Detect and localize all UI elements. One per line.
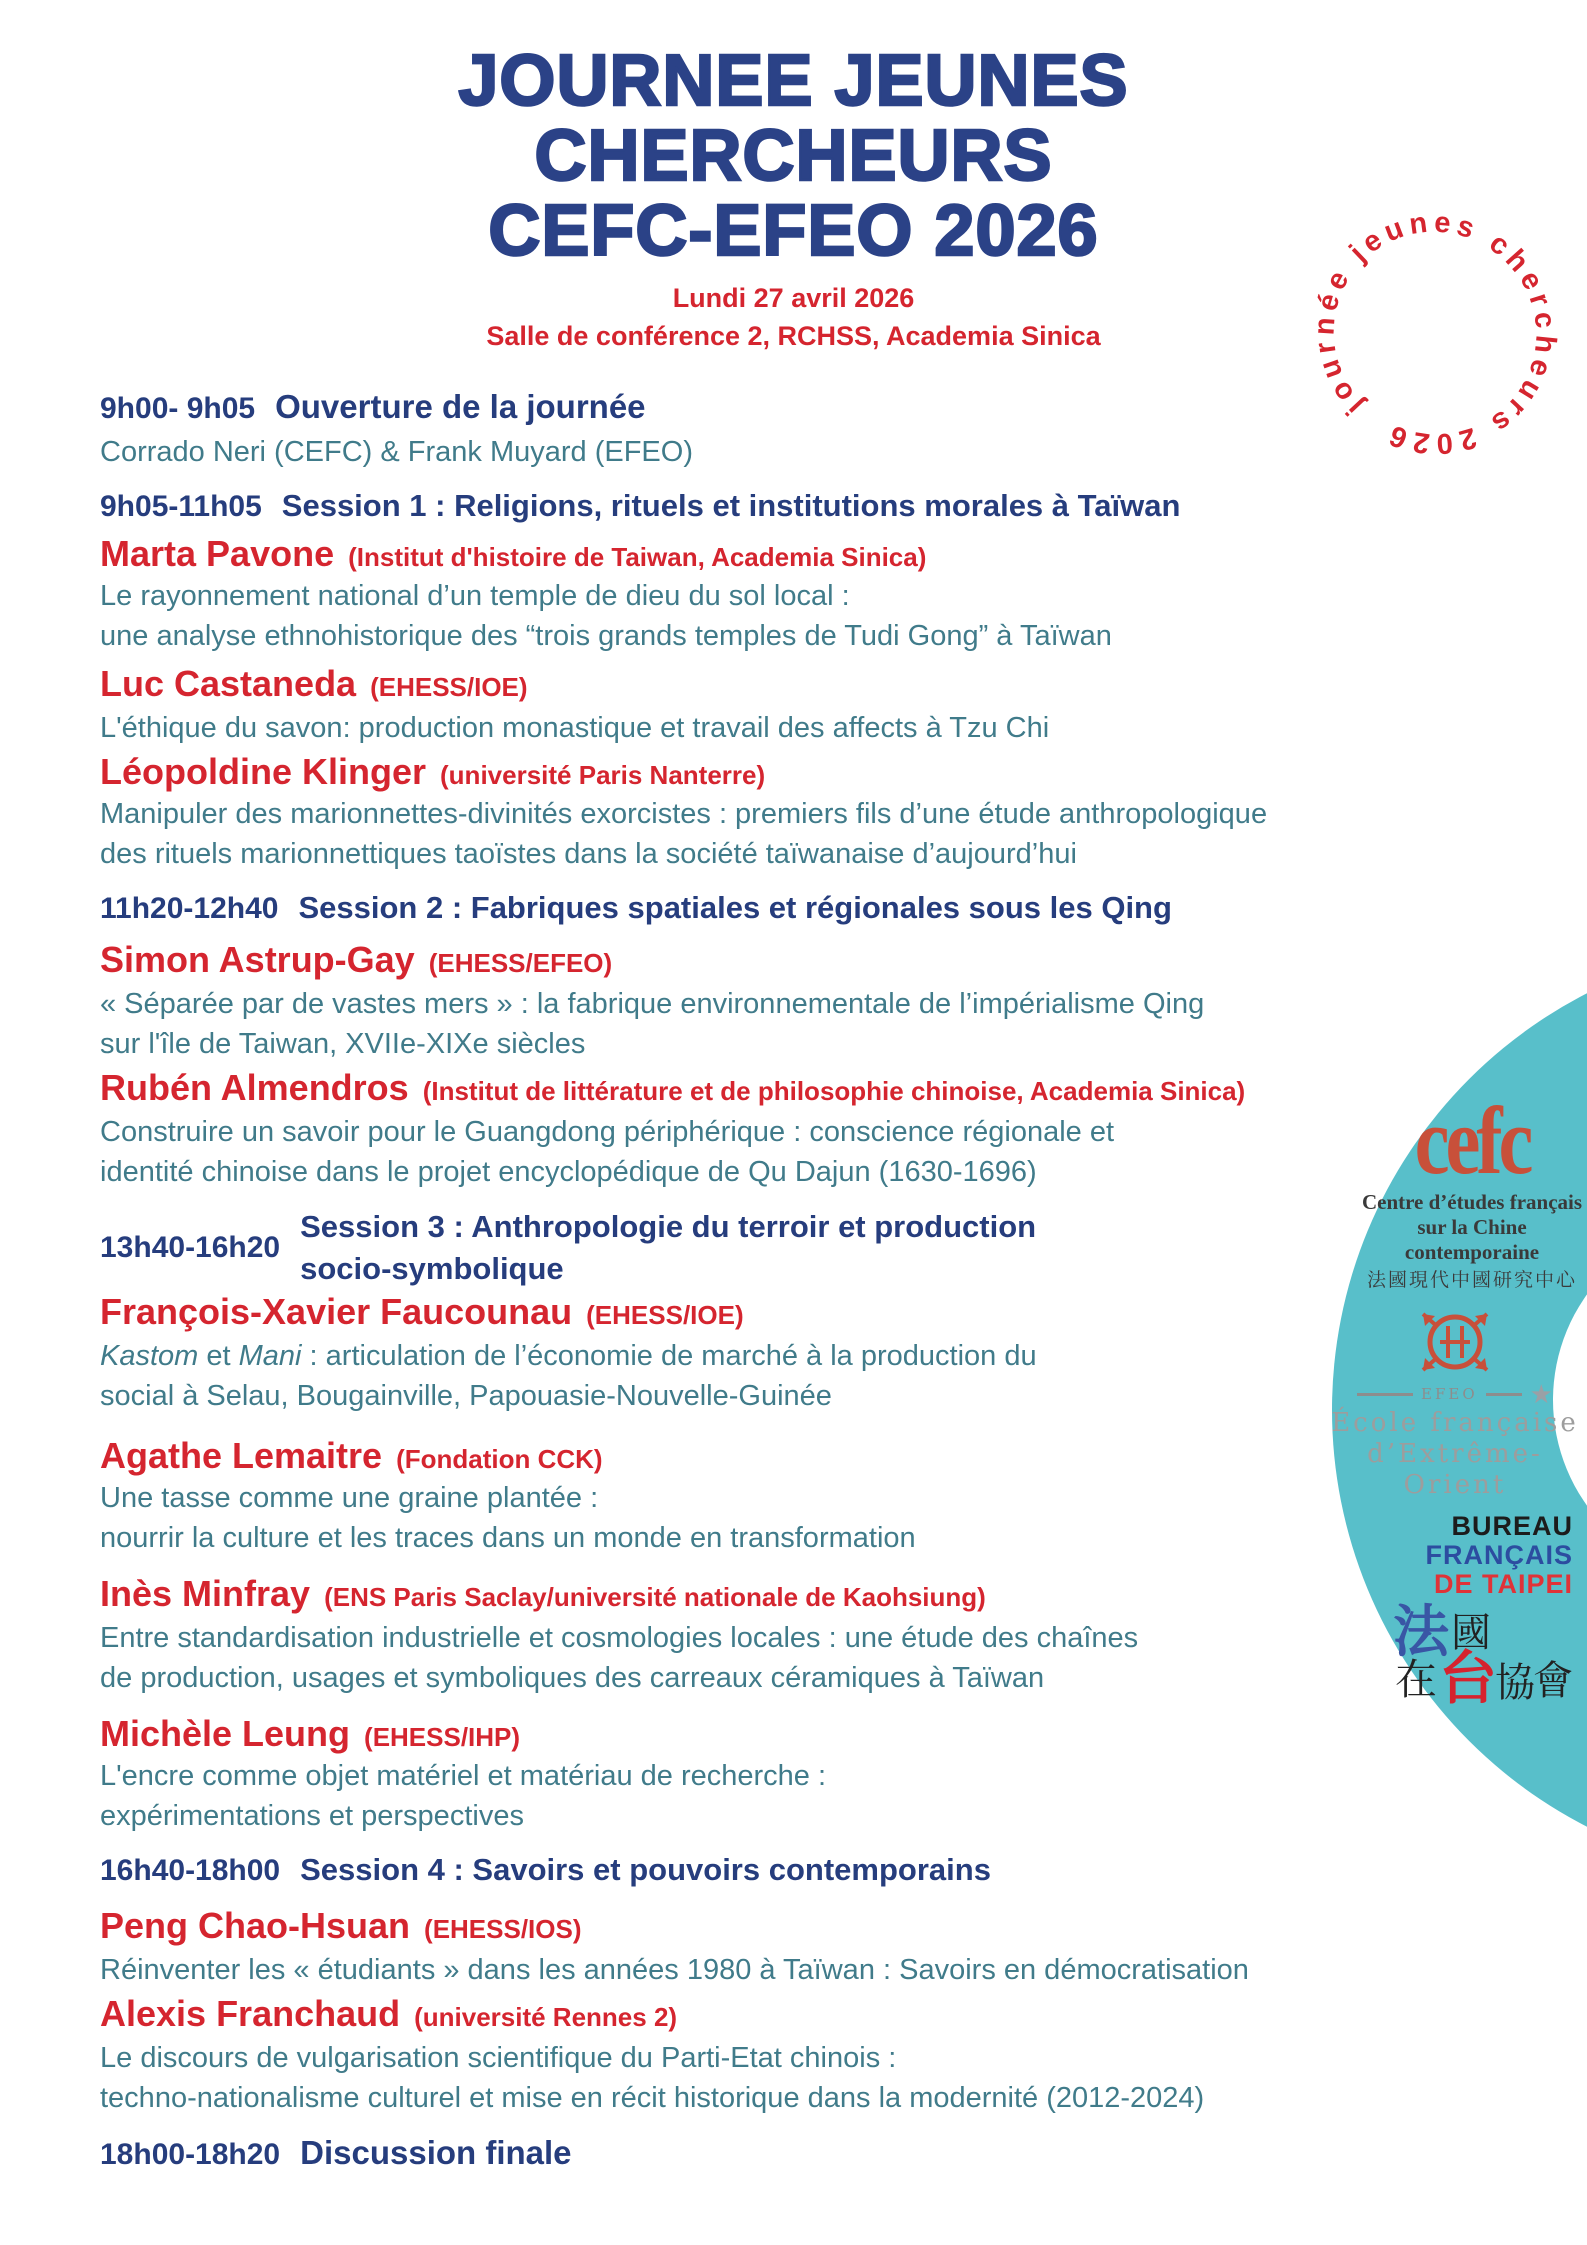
session-1-time: 9h05-11h05 [100,490,262,523]
session-3-heading [100,1206,1036,1290]
speaker-affiliation: (EHESS/IOE) [586,1300,744,1330]
event-venue: Salle de conférence 2, RCHSS, Academia Sinica [486,321,1101,351]
speaker-name: Agathe Lemaitre [100,1435,383,1476]
closing-title: Discussion finale [300,2134,572,2171]
speaker-name: Léopoldine Klinger [100,751,427,792]
talk-title-fragment: et [198,1340,239,1372]
speaker-row-alexis-franchaud [100,1992,677,2036]
session-2-heading [100,890,1172,926]
talk-title-line: sur l'île de Taiwan, XVIIe-XIXe siècles [100,1028,586,1060]
cefc-chinese-name: 法國現代中國研究中心 [1366,1269,1577,1291]
cefc-subtitle-line-2: sur la Chine contemporaine [1404,1215,1540,1264]
speaker-name: Michèle Leung [100,1713,351,1754]
talk-title-line: de production, usages et symboliques des carreaux céramiques à Taïwan [100,1662,1045,1694]
talk-title-line: expérimentations et perspectives [100,1800,524,1832]
speaker-affiliation: (EHESS/IOE) [370,672,528,702]
opening-time: 9h00- 9h05 [100,392,256,425]
poster-title-line-3: CEFC-EFEO 2026 [488,191,1099,271]
speaker-row-francois-xavier-faucounau [100,1290,744,1334]
session-4-title: Session 4 : Savoirs et pouvoirs contemporains [300,1852,991,1887]
efeo-name-line-1: École française [1331,1408,1579,1438]
speaker-name: François-Xavier Faucounau [100,1291,573,1332]
event-date: Lundi 27 avril 2026 [672,283,915,313]
session-4-heading [100,1852,991,1888]
speaker-row-simon-astrup-gay [100,938,612,982]
talk-title-line: identité chinoise dans le projet encyclopédique de Qu Dajun (1630-1696) [100,1156,1037,1188]
talk-title-line: Une tasse comme une graine plantée : [100,1482,599,1514]
session-3-title-line-1: Session 3 : Anthropologie du terroir et production [300,1209,1037,1244]
talk-title-line: Entre standardisation industrielle et cosmologies locales : une étude des chaînes [100,1622,1139,1654]
bft-han-guo: 國 [1451,1610,1491,1656]
speaker-row-marta-pavone [100,532,926,576]
italic-term: Kastom [100,1340,199,1372]
speaker-affiliation: (EHESS/EFEO) [428,948,613,978]
bft-line-1: BUREAU [1451,1511,1573,1541]
talk-title-line: une analyse ethnohistorique des “trois grands temples de Tudi Gong” à Taïwan [100,620,1112,652]
speaker-affiliation: (ENS Paris Saclay/université nationale de Kaohsiung) [324,1582,986,1612]
talk-title-line: « Séparée par de vastes mers » : la fabrique environnementale de l’impérialisme Qing [100,988,1205,1020]
talk-title-line: Le rayonnement national d’un temple de dieu du sol local : [100,580,850,612]
efeo-star-icon: ★ [1529,1379,1553,1409]
closing-heading [100,2134,572,2172]
talk-title-line: L'éthique du savon: production monastique et travail des affects à Tzu Chi [100,712,1050,744]
session-3-title [300,1206,1036,1290]
opening-chairs: Corrado Neri (CEFC) & Frank Muyard (EFEO) [100,436,693,468]
speaker-name: Rubén Almendros [100,1067,409,1108]
program-schedule [100,0,1580,2245]
session-3-title-line-2: socio-symbolique [300,1251,564,1286]
session-1-heading [100,488,1180,524]
poster-title-line-2: CHERCHEURS [534,116,1053,196]
speaker-row-ines-minfray [100,1572,986,1616]
badge-circular-text: journée jeunes chercheurs 2026 [1308,206,1562,460]
speaker-row-michele-leung [100,1712,520,1756]
speaker-row-agathe-lemaitre [100,1434,603,1478]
opening-title: Ouverture de la journée [275,388,646,425]
bft-line-3: DE TAIPEI [1433,1569,1573,1599]
talk-title-line: nourrir la culture et les traces dans un monde en transformation [100,1522,916,1554]
session-2-time: 11h20-12h40 [100,892,279,925]
speaker-row-ruben-almendros [100,1066,1245,1110]
bft-han-zai: 在 [1395,1655,1438,1704]
bft-han-fa: 法 [1393,1600,1449,1665]
speaker-affiliation: (Fondation CCK) [396,1444,603,1474]
speaker-affiliation: (Institut de littérature et de philosophie chinoise, Academia Sinica) [422,1076,1246,1106]
speaker-affiliation: (EHESS/IOS) [424,1914,582,1944]
cefc-subtitle-line-1: Centre d’études français [1361,1190,1583,1214]
efeo-acronym: EFEO [1421,1385,1478,1403]
cefc-wordmark: cefc [1414,1087,1530,1194]
talk-title-line: social à Selau, Bougainville, Papouasie-Nouvelle-Guinée [100,1380,832,1412]
talk-title-line: L'encre comme objet matériel et matériau de recherche : [100,1760,827,1792]
bft-han-hui: 會 [1533,1658,1573,1704]
speaker-row-peng-chao-hsuan [100,1904,582,1948]
session-2-title: Session 2 : Fabriques spatiales et régionales sous les Qing [298,890,1172,925]
talk-title-line: des rituels marionnettiques taoïstes dans la société taïwanaise d’aujourd’hui [100,838,1077,870]
italic-term: Mani [238,1340,302,1372]
talk-title-line: Manipuler des marionnettes-divinités exorcistes : premiers fils d’une étude anthropologique [100,798,1268,830]
opening-heading [100,388,646,426]
speaker-affiliation: (université Paris Nanterre) [440,760,766,790]
speaker-name: Peng Chao-Hsuan [100,1905,411,1946]
poster-title-line-1: JOURNEE JEUNES [458,41,1129,121]
efeo-name-line-2: d’Extrême-Orient [1367,1439,1543,1500]
speaker-affiliation: (EHESS/IHP) [364,1722,521,1752]
speaker-name: Alexis Franchaud [100,1993,401,2034]
speaker-name: Inès Minfray [100,1573,311,1614]
talk-title-line: Réinventer les « étudiants » dans les années 1980 à Taïwan : Savoirs en démocratisation [100,1954,1249,1986]
speaker-affiliation: (université Rennes 2) [414,2002,678,2032]
bft-han-tai: 台 [1439,1644,1498,1712]
talk-title-line: Le discours de vulgarisation scientifique du Parti-Etat chinois : [100,2042,897,2074]
talk-title-line [100,1336,1037,1376]
session-4-time: 16h40-18h00 [100,1854,281,1887]
speaker-name: Simon Astrup-Gay [100,939,415,980]
talk-title-line: techno-nationalisme culturel et mise en récit historique dans la modernité (2012-2024) [100,2082,1205,2114]
speaker-affiliation: (Institut d'histoire de Taiwan, Academia Sinica) [348,542,927,572]
bft-line-2: FRANÇAIS [1425,1540,1573,1570]
speaker-name: Marta Pavone [100,533,335,574]
bft-han-xie: 協 [1495,1660,1535,1706]
session-1-title: Session 1 : Religions, rituels et institutions morales à Taïwan [281,488,1181,523]
speaker-row-luc-castaneda [100,662,528,706]
speaker-row-leopoldine-klinger [100,750,765,794]
talk-title-fragment: : articulation de l’économie de marché à la production du [301,1340,1037,1372]
closing-time: 18h00-18h20 [100,2138,281,2171]
session-3-time: 13h40-16h20 [100,1231,281,1264]
speaker-name: Luc Castaneda [100,663,357,704]
talk-title-line: Construire un savoir pour le Guangdong périphérique : conscience régionale et [100,1116,1115,1148]
